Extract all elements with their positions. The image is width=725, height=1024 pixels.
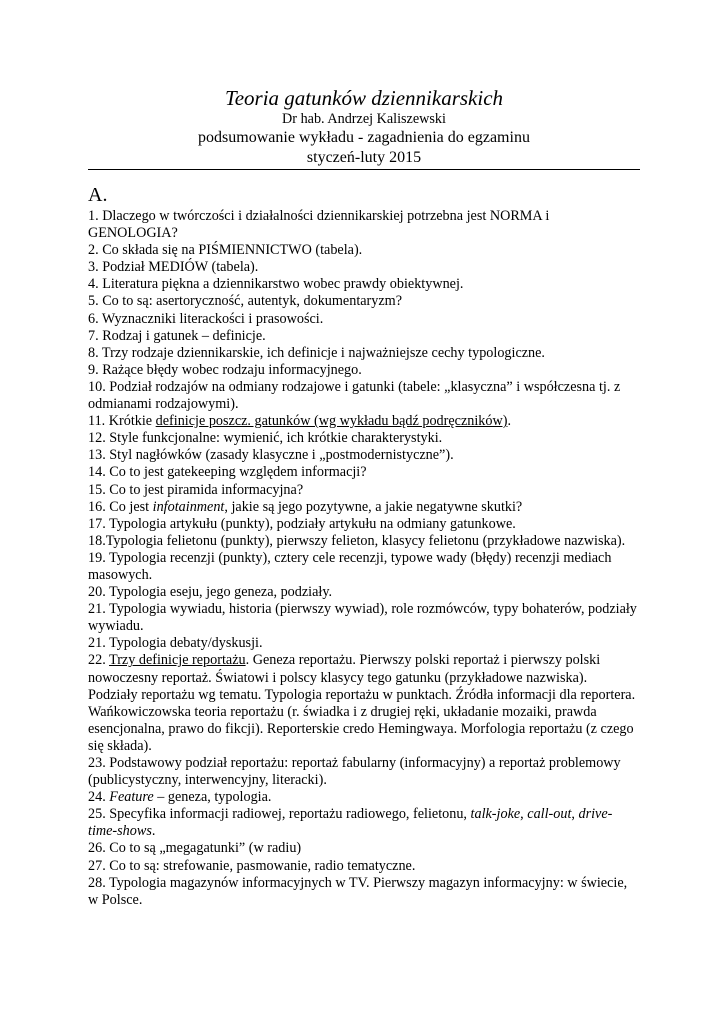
list-item: 3. Podział MEDIÓW (tabela).	[88, 259, 259, 276]
list-item: 13. Styl nagłówków (zasady klasyczne i „postmodernistyczne”).	[88, 447, 454, 464]
list-item: 28. Typologia magazynów informacyjnych w TV. Pierwszy magazyn informacyjny: w świecie, w Polsce.	[88, 874, 628, 908]
item-text: 24.	[88, 789, 110, 806]
list-item: 21. Typologia debaty/dyskusji.	[88, 635, 263, 652]
item-text: ,	[520, 806, 528, 823]
list-item: 17. Typologia artykułu (punkty), podziały artykułu na odmiany gatunkowe.	[88, 515, 516, 532]
list-item: 1. Dlaczego w twórczości i działalności dziennikarskiej potrzebna jest NORMA i GENOLOGIA?	[88, 208, 550, 242]
question-list	[88, 208, 640, 909]
item-text: 22.	[88, 652, 110, 669]
item-text: . Geneza reportażu. Pierwszy polski reportaż i pierwszy polski nowoczesny reportaż. Światowi i polscy klasycy tego gatunku (przykładowe nazwiska). Podziały reportażu wg tematu. Typologia reportażu w punktach. Źródła informacji dla reportera. Wańkowiczowska teoria reportażu (r. świadka i z drugiej ręki, układanie mozaiki, prawda esencjonalna, prawo do fikcji). Reporterskie credo Hemingwaya. Morfologia reportażu (z czego się składa).	[88, 652, 636, 754]
item-text: 25. Specyfika informacji radiowej, reportażu radiowego, felietonu,	[88, 806, 471, 823]
header-divider	[88, 169, 640, 170]
list-item: 27. Co to są: strefowanie, pasmowanie, radio tematyczne.	[88, 857, 416, 874]
list-item: 15. Co to jest piramida informacyjna?	[88, 481, 304, 498]
italic-term: call-out	[527, 806, 572, 823]
italic-term: talk-joke	[470, 806, 521, 823]
list-item: 12. Style funkcjonalne: wymienić, ich krótkie charakterystyki.	[88, 430, 443, 447]
section-label: A.	[88, 184, 108, 206]
list-item: 20. Typologia eseju, jego geneza, podziały.	[88, 584, 333, 601]
list-item: 7. Rodzaj i gatunek – definicje.	[88, 327, 266, 344]
list-item: 2. Co składa się na PIŚMIENNICTWO (tabela).	[88, 242, 363, 259]
item-text: .	[507, 413, 511, 430]
list-item: 19. Typologia recenzji (punkty), cztery cele recenzji, typowe wady (błędy) recenzji mediach masowych.	[88, 549, 612, 583]
subtitle-line: podsumowanie wykładu - zagadnienia do egzaminu	[198, 129, 530, 146]
list-item: 26. Co to są „megagatunki” (w radiu)	[88, 840, 302, 857]
italic-term: infotainment	[152, 498, 225, 515]
item-text: ,	[571, 806, 579, 823]
date-line: styczeń-luty 2015	[306, 149, 422, 166]
document-title: Teoria gatunków dziennikarskich	[224, 86, 504, 110]
list-item: 10. Podział rodzajów na odmiany rodzajowe i gatunki (tabele: „klasyczna” i współczesna tj. z odmianami rodzajowymi).	[88, 378, 621, 413]
list-item: 23. Podstawowy podział reportażu: reportaż fabularny (informacyjny) a reportaż problemowy (publicystyczny, interwencyjny, literacki).	[88, 755, 621, 789]
author-line: Dr hab. Andrzej Kaliszewski	[282, 111, 446, 127]
item-text: – geneza, typologia.	[153, 789, 272, 806]
item-text: 11. Krótkie	[88, 413, 156, 430]
list-item: 21. Typologia wywiadu, historia (pierwszy wywiad), role rozmówców, typy bohaterów, podziały wywiadu.	[88, 601, 637, 635]
underlined-text: Trzy definicje reportażu	[109, 652, 246, 669]
list-item: 18.Typologia felietonu (punkty), pierwszy felieton, klasycy felietonu (przykładowe nazwiska).	[88, 532, 626, 549]
underlined-text: definicje poszcz. gatunków (wg wykładu bądź podręczników)	[155, 413, 508, 430]
list-item	[88, 413, 640, 430]
list-item: 4. Literatura piękna a dziennikarstwo wobec prawdy obiektywnej.	[88, 276, 464, 293]
list-item: 9. Rażące błędy wobec rodzaju informacyjnego.	[88, 361, 362, 378]
list-item	[88, 789, 640, 806]
list-item	[88, 499, 640, 516]
list-item: 5. Co to są: asertoryczność, autentyk, dokumentaryzm?	[88, 293, 403, 310]
list-item	[88, 806, 640, 840]
list-item: 6. Wyznaczniki literackości i prasowości.	[88, 310, 324, 327]
item-text: .	[151, 823, 156, 840]
item-text: 16. Co jest	[88, 498, 153, 515]
list-item	[88, 652, 640, 755]
document-header	[88, 85, 640, 168]
italic-term: drive-time-shows	[88, 806, 613, 840]
italic-term: Feature	[109, 789, 154, 806]
list-item: 14. Co to jest gatekeeping względem informacji?	[88, 464, 367, 481]
item-text: , jakie są jego pozytywne, a jakie negatywne skutki?	[224, 498, 523, 515]
list-item: 8. Trzy rodzaje dziennikarskie, ich definicje i najważniejsze cechy typologiczne.	[88, 344, 545, 361]
